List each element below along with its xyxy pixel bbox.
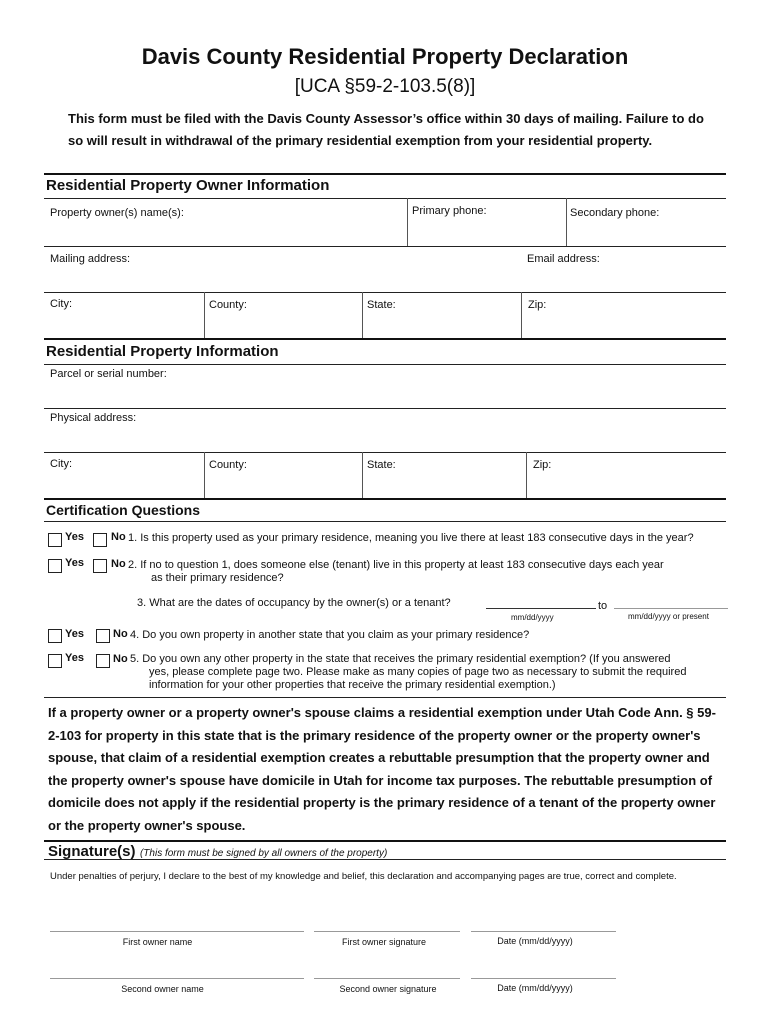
occupancy-to-label: to [598,600,608,612]
email-address-field[interactable]: Email address: [527,253,600,265]
column-divider [526,452,527,498]
occupancy-to-date-field[interactable] [614,608,728,609]
certification-heading: Certification Questions [46,502,201,518]
second-owner-signature-field[interactable] [314,978,460,979]
filing-instructions: This form must be filed with the Davis County Assessor’s office within 30 days of mailing. Failure to do so will result in withdrawal of the primary residential exemption from your residential property. [68,111,704,148]
perjury-statement: Under penalties of perjury, I declare to the best of my knowledge and belief, this declaration and accompanying pages are true, correct and complete. [50,871,677,882]
q1-yes-label: Yes [65,531,84,543]
q4-yes-label: Yes [65,628,84,640]
property-info-heading: Residential Property Information [46,343,279,360]
row-divider [44,364,726,365]
second-date-field[interactable] [471,978,616,979]
q5-no-label: No [113,653,128,665]
q2-yes-label: Yes [65,557,84,569]
first-date-label: Date (mm/dd/yyyy) [497,936,573,946]
column-divider [566,198,567,246]
statute-reference: [UCA §59-2-103.5(8)] [294,76,476,97]
q5-yes-label: Yes [65,652,84,664]
q1-no-checkbox[interactable] [93,533,107,547]
signatures-heading: Signature(s) [48,843,136,860]
first-owner-signature-label: First owner signature [341,937,427,947]
primary-phone-field[interactable]: Primary phone: [412,205,487,217]
q2-no-checkbox[interactable] [93,559,107,573]
question-4: 4. Do you own property in another state that you claim as your primary residence? [130,629,530,641]
mailing-address-field[interactable]: Mailing address: [50,253,131,265]
section-divider [44,840,726,842]
q5-yes-checkbox[interactable] [48,654,62,668]
row-divider [44,408,726,409]
question-1: 1. Is this property used as your primary residence, meaning you live there at least 183 consecutive days in the year? [128,532,694,544]
owner-state-field[interactable]: State: [367,299,396,311]
owner-city-field[interactable]: City: [50,298,72,310]
q1-yes-checkbox[interactable] [48,533,62,547]
section-divider [44,173,726,175]
occupancy-from-date-field[interactable] [486,608,596,609]
q5-no-checkbox[interactable] [96,654,110,668]
row-divider [44,859,726,860]
column-divider [407,198,408,246]
from-date-format-hint: mm/dd/yyyy [511,613,554,622]
domicile-notice: If a property owner or a property owner's spouse claims a residential exemption under Utah Code Ann. § 59-2-103 for property in this state that is the primary residence of the property owner or the property owner's spouse, that claim of a residential exemption creates a rebuttable presumption that the property owner and the property owner's spouse have domicile in Utah for income tax purposes. The rebuttable presumption of domicile does not apply if the residential property is the primary residence of a tenant of the property owner or the property owner's spouse. [48,705,716,833]
column-divider [204,452,205,498]
row-divider [44,198,726,199]
owner-county-field[interactable]: County: [209,299,247,311]
column-divider [362,292,363,338]
second-date-label: Date (mm/dd/yyyy) [497,983,573,993]
first-owner-signature-field[interactable] [314,931,460,932]
question-2-line2: as their primary residence? [151,572,284,584]
owner-info-heading: Residential Property Owner Information [46,177,330,194]
first-owner-name-field[interactable] [50,931,304,932]
row-divider [44,521,726,522]
question-5-line3: information for your other properties that receive the primary residential exemption.) [149,679,556,691]
parcel-number-field[interactable]: Parcel or serial number: [50,368,167,380]
second-owner-name-field[interactable] [50,978,304,979]
second-owner-name-label: Second owner name [121,984,204,994]
property-state-field[interactable]: State: [367,459,396,471]
physical-address-field[interactable]: Physical address: [50,412,137,424]
property-city-field[interactable]: City: [50,458,72,470]
column-divider [204,292,205,338]
q1-no-label: No [111,531,126,543]
question-5-line1: 5. Do you own any other property in the state that receives the primary residential exemption? (If you answered [130,653,671,665]
q2-yes-checkbox[interactable] [48,559,62,573]
row-divider [44,452,726,453]
section-divider [44,338,726,340]
property-county-field[interactable]: County: [209,459,247,471]
section-divider [44,498,726,500]
q2-no-label: No [111,558,126,570]
question-2-line1: 2. If no to question 1, does someone else (tenant) live in this property at least 183 consecutive days each year [128,559,664,571]
column-divider [521,292,522,338]
row-divider [44,697,726,698]
second-owner-signature-label: Second owner signature [339,984,437,994]
first-owner-name-label: First owner name [122,937,193,947]
signatures-note: (This form must be signed by all owners of the property) [139,848,388,859]
to-date-format-hint: mm/dd/yyyy or present [628,612,709,621]
q4-no-checkbox[interactable] [96,629,110,643]
question-5-line2: yes, please complete page two. Please make as many copies of page two as necessary to submit the required [149,666,687,678]
column-divider [362,452,363,498]
secondary-phone-field[interactable]: Secondary phone: [570,207,660,219]
q4-no-label: No [113,628,128,640]
property-zip-field[interactable]: Zip: [533,459,552,471]
q4-yes-checkbox[interactable] [48,629,62,643]
owner-zip-field[interactable]: Zip: [528,299,547,311]
form-title: Davis County Residential Property Declaration [141,44,629,69]
question-3: 3. What are the dates of occupancy by the owner(s) or a tenant? [137,597,451,609]
row-divider [44,292,726,293]
row-divider [44,246,726,247]
owner-names-field[interactable]: Property owner(s) name(s): [50,207,184,219]
first-date-field[interactable] [471,931,616,932]
